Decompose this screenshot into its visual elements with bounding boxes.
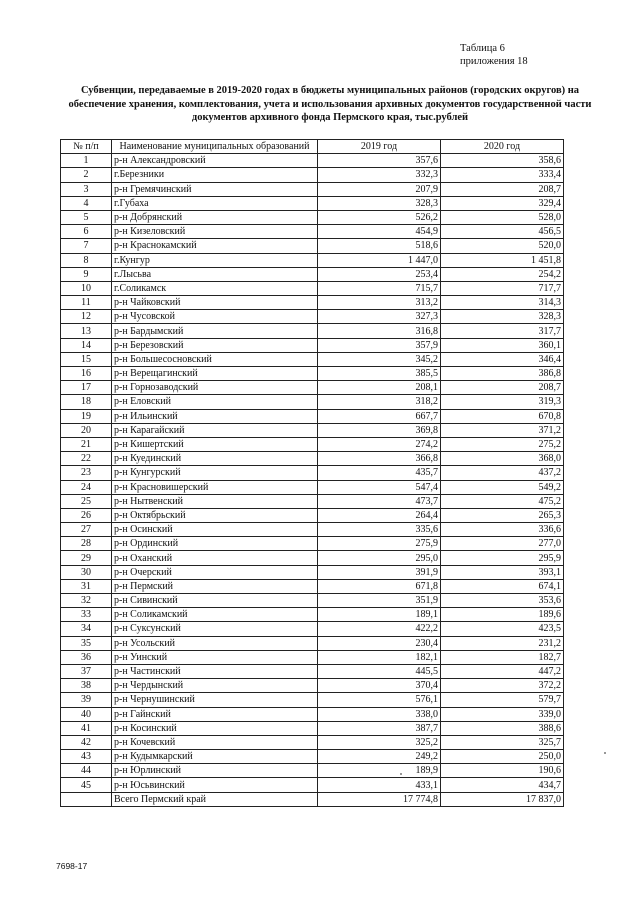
cell-2020: 295,9 — [441, 551, 564, 565]
table-row — [61, 182, 564, 196]
cell-num: 28 — [61, 537, 112, 551]
cell-2020: 189,6 — [441, 608, 564, 622]
cell-2019: 435,7 — [318, 466, 441, 480]
cell-num: 17 — [61, 381, 112, 395]
cell-name: р-н Добрянский — [112, 210, 318, 224]
cell-2020: 371,2 — [441, 423, 564, 437]
cell-num: 45 — [61, 778, 112, 792]
table-row — [61, 168, 564, 182]
cell-2019: 473,7 — [318, 494, 441, 508]
table-row — [61, 735, 564, 749]
table-row — [61, 466, 564, 480]
cell-num: 4 — [61, 196, 112, 210]
cell-name: р-н Чердынский — [112, 679, 318, 693]
cell-num: 40 — [61, 707, 112, 721]
cell-num: 38 — [61, 679, 112, 693]
cell-2019: 667,7 — [318, 409, 441, 423]
table-row — [61, 154, 564, 168]
header-2020: 2020 год — [441, 140, 564, 154]
document-reference — [460, 42, 580, 68]
cell-num: 11 — [61, 296, 112, 310]
cell-num: 18 — [61, 395, 112, 409]
table-row — [61, 338, 564, 352]
table-row — [61, 296, 564, 310]
cell-2020: 447,2 — [441, 664, 564, 678]
cell-num: 7 — [61, 239, 112, 253]
table-row — [61, 693, 564, 707]
cell-2020: 346,4 — [441, 352, 564, 366]
cell-2020: 250,0 — [441, 750, 564, 764]
cell-2020: 190,6 — [441, 764, 564, 778]
table-row — [61, 537, 564, 551]
cell-num: 22 — [61, 452, 112, 466]
table-row — [61, 395, 564, 409]
cell-2019: 274,2 — [318, 437, 441, 451]
cell-2020: 277,0 — [441, 537, 564, 551]
cell-name: р-н Осинский — [112, 523, 318, 537]
cell-2020: 372,2 — [441, 679, 564, 693]
table-row — [61, 636, 564, 650]
cell-2020: 434,7 — [441, 778, 564, 792]
cell-2020: 208,7 — [441, 381, 564, 395]
cell-2019: 526,2 — [318, 210, 441, 224]
cell-2019: 370,4 — [318, 679, 441, 693]
cell-name: р-н Усольский — [112, 636, 318, 650]
cell-2019: 357,9 — [318, 338, 441, 352]
table-row — [61, 437, 564, 451]
cell-name: г.Кунгур — [112, 253, 318, 267]
cell-2019: 345,2 — [318, 352, 441, 366]
cell-2020: 265,3 — [441, 508, 564, 522]
cell-name: р-н Березовский — [112, 338, 318, 352]
cell-2019: 715,7 — [318, 281, 441, 295]
cell-2019: 387,7 — [318, 721, 441, 735]
cell-num: 16 — [61, 367, 112, 381]
cell-2020: 333,4 — [441, 168, 564, 182]
footer-code: 7698-17 — [56, 861, 88, 871]
cell-num: 12 — [61, 310, 112, 324]
header-name: Наименование муниципальных образований — [112, 140, 318, 154]
table-header-row — [61, 140, 564, 154]
cell-name: р-н Сивинский — [112, 594, 318, 608]
cell-2020: 353,6 — [441, 594, 564, 608]
cell-num: 20 — [61, 423, 112, 437]
cell-num: 31 — [61, 579, 112, 593]
scan-speck — [604, 752, 606, 754]
cell-2019: 249,2 — [318, 750, 441, 764]
cell-name: р-н Суксунский — [112, 622, 318, 636]
cell-2019: 335,6 — [318, 523, 441, 537]
table-row — [61, 664, 564, 678]
cell-num: 6 — [61, 225, 112, 239]
cell-num: 44 — [61, 764, 112, 778]
cell-num: 15 — [61, 352, 112, 366]
cell-2019: 189,9 — [318, 764, 441, 778]
cell-num: 13 — [61, 324, 112, 338]
cell-2020: 456,5 — [441, 225, 564, 239]
cell-2019: 445,5 — [318, 664, 441, 678]
cell-2019: 182,1 — [318, 650, 441, 664]
cell-name: р-н Ординский — [112, 537, 318, 551]
cell-2019: 671,8 — [318, 579, 441, 593]
total-row — [61, 792, 564, 806]
cell-num: 29 — [61, 551, 112, 565]
cell-2019: 207,9 — [318, 182, 441, 196]
cell-name: р-н Еловский — [112, 395, 318, 409]
table-row — [61, 523, 564, 537]
cell-name: р-н Краснокамский — [112, 239, 318, 253]
cell-name: р-н Кунгурский — [112, 466, 318, 480]
cell-2020: 336,6 — [441, 523, 564, 537]
cell-2020: 329,4 — [441, 196, 564, 210]
cell-name: р-н Кишертский — [112, 437, 318, 451]
cell-name: р-н Очерский — [112, 565, 318, 579]
cell-name: р-н Косинский — [112, 721, 318, 735]
cell-2019: 422,2 — [318, 622, 441, 636]
table-row — [61, 579, 564, 593]
table-row — [61, 750, 564, 764]
cell-num: 2 — [61, 168, 112, 182]
cell-2020: 314,3 — [441, 296, 564, 310]
cell-num: 32 — [61, 594, 112, 608]
cell-2020: 208,7 — [441, 182, 564, 196]
table-row — [61, 253, 564, 267]
cell-2019: 327,3 — [318, 310, 441, 324]
table-row — [61, 196, 564, 210]
table-row — [61, 239, 564, 253]
cell-2019: 547,4 — [318, 480, 441, 494]
cell-name: р-н Соликамский — [112, 608, 318, 622]
table-number: Таблица 6 — [460, 43, 505, 54]
cell-2020: 231,2 — [441, 636, 564, 650]
table-row — [61, 452, 564, 466]
cell-num: 23 — [61, 466, 112, 480]
cell-name: г.Соликамск — [112, 281, 318, 295]
cell-num: 5 — [61, 210, 112, 224]
cell-2019: 295,0 — [318, 551, 441, 565]
cell-2020: 319,3 — [441, 395, 564, 409]
cell-name: р-н Нытвенский — [112, 494, 318, 508]
table-row — [61, 367, 564, 381]
cell-2019: 1 447,0 — [318, 253, 441, 267]
table-row — [61, 310, 564, 324]
cell-name: р-н Пермский — [112, 579, 318, 593]
cell-name: Всего Пермский край — [112, 792, 318, 806]
cell-name: р-н Карагайский — [112, 423, 318, 437]
cell-name: р-н Бардымский — [112, 324, 318, 338]
cell-2019: 518,6 — [318, 239, 441, 253]
cell-num: 35 — [61, 636, 112, 650]
cell-2020: 358,6 — [441, 154, 564, 168]
cell-2020: 579,7 — [441, 693, 564, 707]
table-row — [61, 324, 564, 338]
cell-2020: 386,8 — [441, 367, 564, 381]
cell-name: р-н Гайнский — [112, 707, 318, 721]
cell-2020: 182,7 — [441, 650, 564, 664]
cell-num: 43 — [61, 750, 112, 764]
cell-name: р-н Уинский — [112, 650, 318, 664]
cell-2019: 189,1 — [318, 608, 441, 622]
table-row — [61, 778, 564, 792]
cell-num: 24 — [61, 480, 112, 494]
table-row — [61, 423, 564, 437]
cell-2019: 366,8 — [318, 452, 441, 466]
table-row — [61, 622, 564, 636]
cell-2019: 433,1 — [318, 778, 441, 792]
cell-2020: 328,3 — [441, 310, 564, 324]
table-row — [61, 551, 564, 565]
cell-2020: 17 837,0 — [441, 792, 564, 806]
table-row — [61, 707, 564, 721]
cell-2020: 674,1 — [441, 579, 564, 593]
cell-2020: 360,1 — [441, 338, 564, 352]
cell-2019: 253,4 — [318, 267, 441, 281]
cell-name: р-н Кочевский — [112, 735, 318, 749]
cell-2019: 576,1 — [318, 693, 441, 707]
cell-2019: 369,8 — [318, 423, 441, 437]
cell-2020: 1 451,8 — [441, 253, 564, 267]
cell-name: г.Губаха — [112, 196, 318, 210]
cell-2019: 325,2 — [318, 735, 441, 749]
cell-num: 37 — [61, 664, 112, 678]
table-row — [61, 494, 564, 508]
cell-num: 41 — [61, 721, 112, 735]
cell-2020: 388,6 — [441, 721, 564, 735]
cell-2019: 351,9 — [318, 594, 441, 608]
cell-name: р-н Чусовской — [112, 310, 318, 324]
cell-2020: 520,0 — [441, 239, 564, 253]
table-row — [61, 650, 564, 664]
table-row — [61, 679, 564, 693]
table-body — [61, 154, 564, 807]
cell-2019: 264,4 — [318, 508, 441, 522]
cell-name: р-н Частинский — [112, 664, 318, 678]
cell-2019: 316,8 — [318, 324, 441, 338]
cell-2019: 338,0 — [318, 707, 441, 721]
cell-num: 10 — [61, 281, 112, 295]
cell-name: р-н Гремячинский — [112, 182, 318, 196]
cell-name: р-н Октябрьский — [112, 508, 318, 522]
cell-name: р-н Горнозаводский — [112, 381, 318, 395]
subsidies-table — [60, 139, 564, 807]
cell-name: р-н Куединский — [112, 452, 318, 466]
cell-num: 39 — [61, 693, 112, 707]
cell-num: 14 — [61, 338, 112, 352]
cell-2019: 17 774,8 — [318, 792, 441, 806]
cell-2019: 454,9 — [318, 225, 441, 239]
cell-name: г.Березники — [112, 168, 318, 182]
cell-2020: 317,7 — [441, 324, 564, 338]
cell-num: 30 — [61, 565, 112, 579]
header-2019: 2019 год — [318, 140, 441, 154]
cell-2020: 325,7 — [441, 735, 564, 749]
cell-2019: 318,2 — [318, 395, 441, 409]
cell-num: 33 — [61, 608, 112, 622]
cell-num: 34 — [61, 622, 112, 636]
cell-2020: 423,5 — [441, 622, 564, 636]
cell-2019: 208,1 — [318, 381, 441, 395]
cell-name: р-н Чернушинский — [112, 693, 318, 707]
cell-name: р-н Юсьвинский — [112, 778, 318, 792]
table-row — [61, 267, 564, 281]
cell-name: р-н Красновишерский — [112, 480, 318, 494]
table-row — [61, 352, 564, 366]
table-row — [61, 210, 564, 224]
cell-2019: 391,9 — [318, 565, 441, 579]
cell-num: 9 — [61, 267, 112, 281]
table-row — [61, 508, 564, 522]
cell-num: 26 — [61, 508, 112, 522]
cell-num: 19 — [61, 409, 112, 423]
cell-name: р-н Ильинский — [112, 409, 318, 423]
cell-num: 1 — [61, 154, 112, 168]
table-row — [61, 281, 564, 295]
table-row — [61, 608, 564, 622]
scan-speck — [400, 773, 402, 775]
cell-2019: 357,6 — [318, 154, 441, 168]
cell-name: р-н Кудымкарский — [112, 750, 318, 764]
cell-2020: 275,2 — [441, 437, 564, 451]
table-row — [61, 381, 564, 395]
cell-2020: 393,1 — [441, 565, 564, 579]
header-num: № п/п — [61, 140, 112, 154]
cell-name: р-н Юрлинский — [112, 764, 318, 778]
table-row — [61, 721, 564, 735]
cell-2019: 313,2 — [318, 296, 441, 310]
cell-name: г.Лысьва — [112, 267, 318, 281]
table-row — [61, 225, 564, 239]
cell-2020: 437,2 — [441, 466, 564, 480]
cell-2019: 230,4 — [318, 636, 441, 650]
cell-2020: 549,2 — [441, 480, 564, 494]
cell-2020: 670,8 — [441, 409, 564, 423]
cell-name: р-н Александровский — [112, 154, 318, 168]
cell-2020: 339,0 — [441, 707, 564, 721]
cell-2020: 254,2 — [441, 267, 564, 281]
cell-2019: 332,3 — [318, 168, 441, 182]
table-row — [61, 409, 564, 423]
cell-2019: 275,9 — [318, 537, 441, 551]
cell-num: 25 — [61, 494, 112, 508]
cell-2020: 528,0 — [441, 210, 564, 224]
table-row — [61, 764, 564, 778]
document-title: Субвенции, передаваемые в 2019-2020 годах в бюджеты муниципальных районов (городских округов) на обеспечение хранения, комплектования, учета и использования архивных документов государственной части документов архивного фонда Пермского края, тыс.рублей — [68, 85, 592, 123]
cell-name: р-н Кизеловский — [112, 225, 318, 239]
table-row — [61, 480, 564, 494]
cell-name: р-н Большесосновский — [112, 352, 318, 366]
cell-num: 42 — [61, 735, 112, 749]
cell-2020: 368,0 — [441, 452, 564, 466]
cell-name: р-н Оханский — [112, 551, 318, 565]
cell-2019: 385,5 — [318, 367, 441, 381]
cell-num: 21 — [61, 437, 112, 451]
cell-num — [61, 792, 112, 806]
cell-num: 36 — [61, 650, 112, 664]
cell-num: 27 — [61, 523, 112, 537]
cell-num: 8 — [61, 253, 112, 267]
cell-name: р-н Чайковский — [112, 296, 318, 310]
cell-name: р-н Верещагинский — [112, 367, 318, 381]
table-row — [61, 565, 564, 579]
table-row — [61, 594, 564, 608]
cell-2019: 328,3 — [318, 196, 441, 210]
cell-2020: 717,7 — [441, 281, 564, 295]
appendix-number: приложения 18 — [460, 56, 528, 67]
cell-2020: 475,2 — [441, 494, 564, 508]
cell-num: 3 — [61, 182, 112, 196]
